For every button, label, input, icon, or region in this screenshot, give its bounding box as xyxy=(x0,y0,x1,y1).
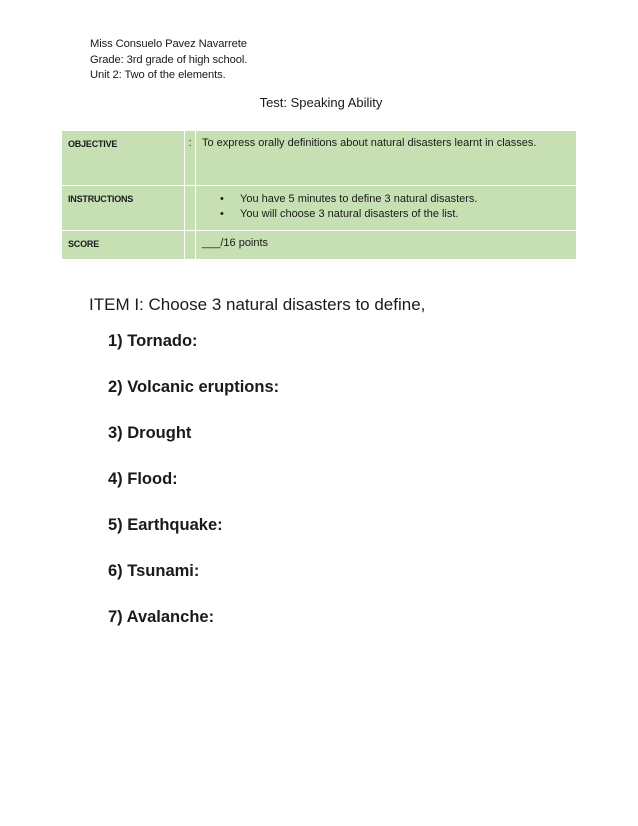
score-label: SCORE xyxy=(62,231,185,260)
unit-line: Unit 2: Two of the elements. xyxy=(90,69,226,81)
instruction-item: • You have 5 minutes to define 3 natural disasters. xyxy=(240,192,570,207)
instructions-label: INSTRUCTIONS xyxy=(62,186,185,231)
instructions-separator xyxy=(185,186,196,231)
list-item: 7) Avalanche: xyxy=(108,608,215,626)
list-item: 1) Tornado: xyxy=(108,332,198,350)
score-separator xyxy=(185,231,196,260)
instructions-row xyxy=(62,186,577,231)
objective-text: To express orally definitions about natural disasters learnt in classes. xyxy=(196,131,577,186)
objective-separator: : xyxy=(185,131,196,186)
list-item: 2) Volcanic eruptions: xyxy=(108,378,280,396)
grade-line: Grade: 3rd grade of high school. xyxy=(90,53,248,66)
item-heading: ITEM I: Choose 3 natural disasters to define, xyxy=(89,295,426,314)
list-item: 6) Tsunami: xyxy=(108,562,200,580)
objective-row xyxy=(62,131,577,186)
instructions-cell xyxy=(196,186,577,231)
test-title-text: Test: Speaking Ability xyxy=(259,95,383,110)
instructions-list xyxy=(202,192,570,222)
score-text: ___/16 points xyxy=(196,231,577,260)
test-title xyxy=(0,95,638,110)
disaster-list xyxy=(108,331,279,653)
instruction-item: • You will choose 3 natural disasters of the list. xyxy=(240,207,570,222)
score-row xyxy=(62,231,577,260)
info-table xyxy=(61,130,577,260)
document-header xyxy=(90,37,247,84)
list-item: 5) Earthquake: xyxy=(108,516,223,534)
list-item: 4) Flood: xyxy=(108,470,178,488)
objective-label: OBJECTIVE xyxy=(62,131,185,186)
list-item: 3) Drought xyxy=(108,424,192,442)
teacher-name: Miss Consuelo Pavez Navarrete xyxy=(90,38,247,50)
